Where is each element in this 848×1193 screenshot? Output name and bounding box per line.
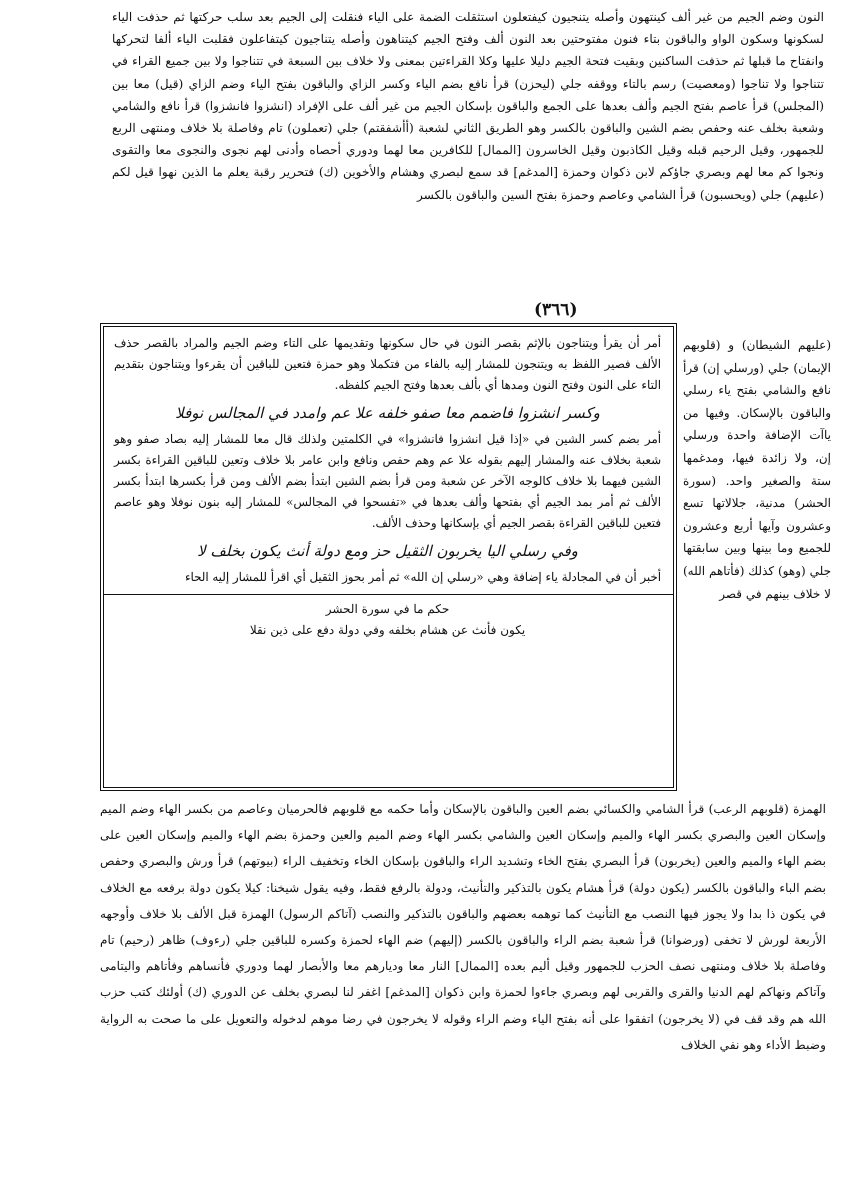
rule-verse: يكون فأنث عن هشام بخلفه وفي دولة دفع على ذين نقلا xyxy=(249,622,526,637)
rule-title: حكم ما في سورة الحشر xyxy=(325,601,450,616)
commentary-text-2: أمر بضم كسر الشين في «إذا قيل انشزوا فانشزوا» في الكلمتين ولذلك قال معا للمشار إليه بصاد صفو وهو شعبة بخلاف عنه والمشار إليهم بقوله علا عم وهم حفص ونافع وابن عامر بلا خلاف وتعين للباقين القراءة بكسر الشين فيهما بلا خلاف كالوجه الآخر عن شعبة ومن قرأ بضم الشين ابتدأ بضم الألف ومن قرأ بكسرها ابتدأ بكسر الألف ثم أمر بمد الجيم أي بفتحها وألف بعدها في «تفسحوا في المجالس» للمشار إليه بنون نوفلا وهو عاصم فتعين للباقين القراءة بقصر الجيم أي بإسكانها وحذف الألف. xyxy=(114,431,661,531)
commentary-box xyxy=(103,326,674,788)
top-paragraph: النون وضم الجيم من غير ألف كينتهون وأصله يتنجيون كيفتعلون استثقلت الضمة على الياء فنقلت إلى الجيم بعد سلب حركتها ثم حذفت الياء لسكونها وسكون الواو والباقون بتاء فنون مفتوحتين بعد النون ألف وفتح الجيم كيتناهون وأصله يتناجيون كيتفاعلون فقلبت الياء ألفا لتحركها وانفتاح ما قبلها ثم حذفت الساكنين وبقيت فتحة الجيم دليلا عليها وكلا القراءتين بمعنى ولا خلاف بين السبعة في تتناجوا ولا بين جميع القراء في تتناجوا ولا تناجوا (ومعصيت) رسم بالتاء ووقفه جلي (ليحزن) قرأ نافع بضم الياء وكسر الزاي والباقون بفتح الياء وضم الزاي (قيل) معا بين (المجلس) قرأ عاصم بفتح الجيم وألف بعدها على الجمع والباقون بإسكان الجيم من غير ألف على الإفراد (انشزوا فانشزوا) قرأ نافع والشامي وشعبة بخلف عنه وحفص بضم الشين والباقون بالكسر وهو الطريق الثاني لشعبة (أأشفقتم) جلي (تعملون) تام وفاصلة بلا خلاف ومنتهى الربع للجمهور، وقيل الرحيم قبله وقيل الكاذبون وقيل الخاسرون [الممال] للكافرين معا لهما ودوري أحصاه وأدنى لهم نجوى والنجوى معا والتقوى ونجوا كم معا لهم وبصري جاؤكم لابن ذكوان وحمزة [المدغم] قد سمع لبصري وهشام والأخوين (ك) فتحرير رقبة يعلم ما الذين نهوا قيل لكم (عليهم) جلي (ويحسبون) قرأ الشامي وعاصم وحمزة بفتح السين والباقون بالكسر xyxy=(112,10,824,202)
bottom-paragraph: الهمزة (قلوبهم الرعب) قرأ الشامي والكسائي بضم العين والباقون بالإسكان وأما حكمه مع قلوبهم فالحرميان وعاصم من بكسر الهاء وضم الميم وإسكان العين والبصري بكسر الهاء والميم وإسكان العين والشامي بكسر الهاء وضم الميم والعين وحمزة بضم الهاء والميم وإسكان العين على بضم الهاء والميم والعين (يخربون) قرأ البصري بفتح الخاء وتشديد الراء والباقون بإسكان الخاء وتخفيف الراء (بيوتهم) قرأ ورش والبصري وحفص بضم الباء والباقون بالكسر (يكون دولة) قرأ هشام يكون بالتذكير والتأنيث، ودولة بالرفع فقط، وفيه يقول شيخنا: كيلا يكون دولة برفعه مع الخلاف في يكون ذا بدا ولا يجوز فيها النصب مع التأنيث كما توهمه بعضهم والباقون بالتذكير والنصب (آتاكم الرسول) الهمزة قبل الألف بلا خلاف وأوجهه الأربعة لورش لا تخفى (ورضوانا) قرأ شعبة بضم الراء والباقون بالكسر (إليهم) ضم الهاء لحمزة وكسره للباقين جلي (رءوف) ظاهر (رحيم) تام وفاصلة بلا خلاف ومنتهى نصف الحزب للجمهور وقيل أليم بعده [الممال] النار معا وديارهم معا والأبصار لهما ودوري فأنساهم وفأتاهم واليتامى وآتاكم ونهاكم لهم الدنيا والقرى والقربى لهم وبصري جاءوا لحمزة وابن ذكوان [المدغم] اغفر لنا لبصري بخلف عن الدوري (ك) أولئك كتب حزب الله هم وقد قف في (لا يخرجون) اتفقوا على أنه بفتح الياء وضم الراء وقوله لا يخرجون في رضا موهم لدخوله والتعويل على ما صحت به الرواية وضبط الأداء وهو نفي الخلاف xyxy=(100,802,826,1052)
commentary-text-3: أخبر أن في المجادلة ياء إضافة وهي «رسلي إن الله» ثم أمر بحوز الثقيل أي اقرأ للمشار إليه الحاء xyxy=(184,569,661,584)
poem-verse-2: وفي رسلي اليا يخربون الثقيل حز ومع دولة أنث يكون بخلف لا xyxy=(197,541,578,560)
side-column-text: (عليهم الشيطان) و (قلوبهم الإيمان) جلي (ورسلي إن) قرأ نافع والشامي بفتح ياء رسلي والباقون بالإسكان. وفيها من ياآت الإضافة واحدة ورسلي إن، ولا زائدة فيها، ومدغمها ستة والصغير واحد. (سورة الحشر) مدنية، جلالاتها تسع وعشرون وآيها أربع وعشرون للجميع وما بينها وبين سابقتها جلي (وهو) كذلك (فأتاهم الله) لا خلاف بينهم في قصر xyxy=(683,338,831,601)
box-divider xyxy=(104,594,673,595)
commentary-box-content xyxy=(114,333,661,781)
page-number: (٣٦٦) xyxy=(530,300,582,320)
commentary-text-1: أمر أن يقرأ ويتناجون بالإثم بقصر النون في حال سكونها وتقديمها على التاء وضم الجيم والمراد بالقصر حذف الألف فصير اللفظ به ويتنجون للمشار إليه بالفاء من فتكملا وهو حمزة فتعين للباقين أن يقرءوا ويتناجون بتقديم التاء على النون وفتح النون ومدها أي بألف بعدها وفتح الجيم كلفظه. xyxy=(114,336,661,393)
poem-verse-1: وكسر انشزوا فاضمم معا صفو خلفه علا عم وامدد في المجالس نوفلا xyxy=(175,403,600,422)
